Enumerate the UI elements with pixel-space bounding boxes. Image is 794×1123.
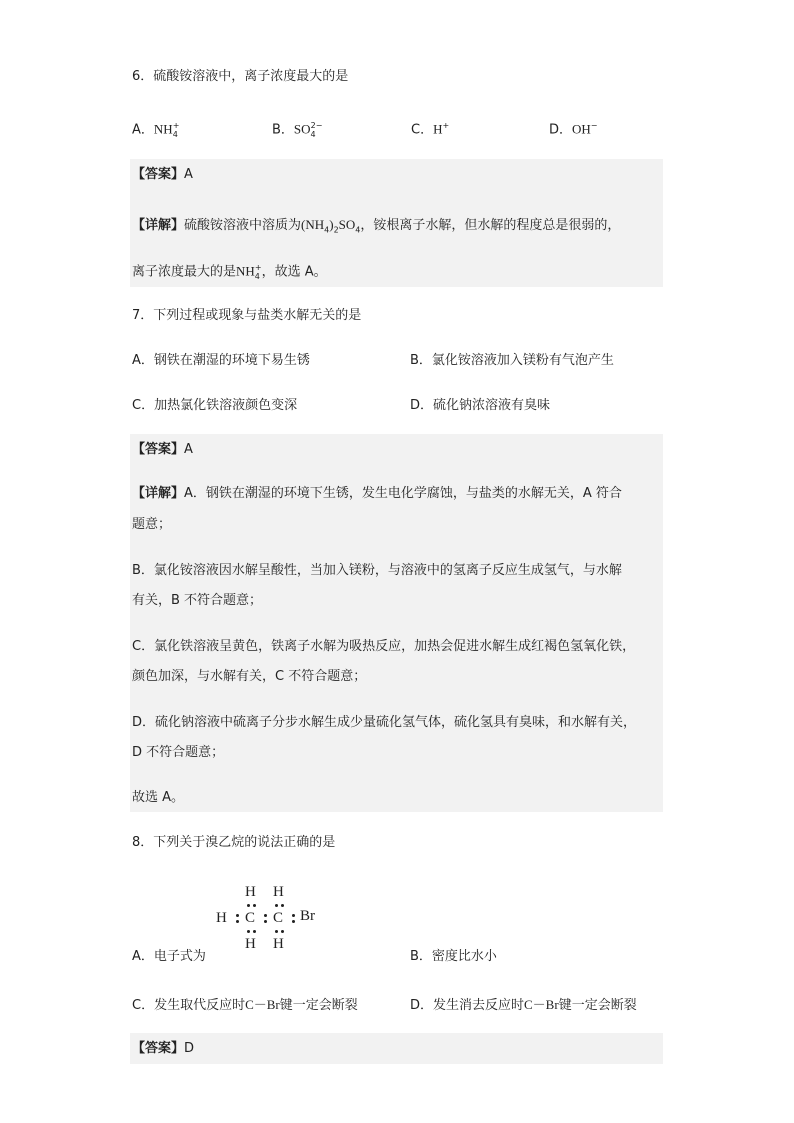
q8-option-c: C．发生取代反应时C－Br键一定会断裂	[132, 997, 358, 1013]
c-1: C	[245, 910, 256, 926]
q7-option-c: C．加热氯化铁溶液颜色变深	[132, 398, 298, 413]
q6-detail-line1: 【详解】硫酸铵溶液中溶质为$(NH_4)_2SO_4$，铵根离子水解，但水解的程度总是很弱的，	[132, 217, 621, 235]
q7-detail-a-line1: 【详解】A．钢铁在潮湿的环境下生锈，发生电化学腐蚀，与盐类的水解无关，A 符合	[132, 486, 622, 501]
q7-detail-c-line2: 颜色加深，与水解有关，C 不符合题意；	[132, 669, 367, 684]
electron-dot	[292, 920, 295, 923]
electron-dot	[247, 904, 250, 907]
electron-dot	[236, 914, 239, 917]
electron-dot	[264, 920, 267, 923]
q7-answer: 【答案】A	[132, 442, 193, 457]
electron-dot	[275, 904, 278, 907]
q8-answer-box	[130, 1033, 663, 1064]
q6-option-b: B．$SO_4^{2-}$	[272, 121, 323, 139]
h-top-2: H	[273, 884, 284, 900]
q7-detail-c-line1: C．氯化铁溶液呈黄色，铁离子水解为吸热反应，加热会促进水解生成红褐色氢氧化铁，	[132, 639, 636, 654]
q7-detail-a-line2: 题意；	[132, 517, 172, 532]
q7-detail-b-line1: B．氯化铵溶液因水解呈酸性，当加入镁粉，与溶液中的氢离子反应生成氢气，与水解	[132, 563, 622, 578]
q7-detail-b-line2: 有关，B 不符合题意；	[132, 593, 263, 608]
electron-dot	[253, 904, 256, 907]
electron-dot	[275, 930, 278, 933]
q6-stem: 6．硫酸铵溶液中，离子浓度最大的是	[132, 69, 349, 84]
br: Br	[300, 908, 315, 924]
q7-option-b: B．氯化铵溶液加入镁粉有气泡产生	[410, 353, 614, 368]
electron-dot	[236, 920, 239, 923]
q8-option-b: B．密度比水小	[410, 949, 497, 964]
q7-option-a: A．钢铁在潮湿的环境下易生锈	[132, 353, 310, 368]
electron-dot	[281, 904, 284, 907]
h-bottom-2: H	[273, 936, 284, 952]
electron-dot	[247, 930, 250, 933]
q7-option-d: D．硫化钠浓溶液有臭味	[410, 398, 551, 413]
electron-dot	[281, 930, 284, 933]
q8-option-d: D．发生消去反应时C－Br键一定会断裂	[410, 997, 637, 1013]
h-bottom-1: H	[245, 936, 256, 952]
q6-answer: 【答案】A	[132, 167, 193, 182]
electron-dot	[292, 914, 295, 917]
q6-option-a: A．$NH_4^+$	[132, 121, 180, 139]
electron-dot	[264, 914, 267, 917]
q7-conclusion: 故选 A。	[132, 790, 185, 805]
q8-option-a: A．电子式为	[132, 949, 206, 964]
h-top-1: H	[245, 884, 256, 900]
q6-option-d: D．OH−	[549, 121, 598, 138]
q7-stem: 7．下列过程或现象与盐类水解无关的是	[132, 308, 362, 323]
bromoethane-electron-dot-structure	[214, 884, 324, 954]
q6-detail-line2: 离子浓度最大的是$NH_4^+$，故选 A。	[132, 263, 327, 281]
electron-dot	[253, 930, 256, 933]
q6-option-c: C．H+	[411, 121, 450, 138]
h-left: H	[216, 910, 227, 926]
q7-detail-d-line2: D 不符合题意；	[132, 745, 225, 760]
c-2: C	[273, 910, 284, 926]
q8-stem: 8．下列关于溴乙烷的说法正确的是	[132, 835, 336, 850]
q7-detail-d-line1: D．硫化钠溶液中硫离子分步水解生成少量硫化氢气体，硫化氢具有臭味，和水解有关，	[132, 715, 637, 730]
q8-answer: 【答案】D	[132, 1041, 195, 1056]
